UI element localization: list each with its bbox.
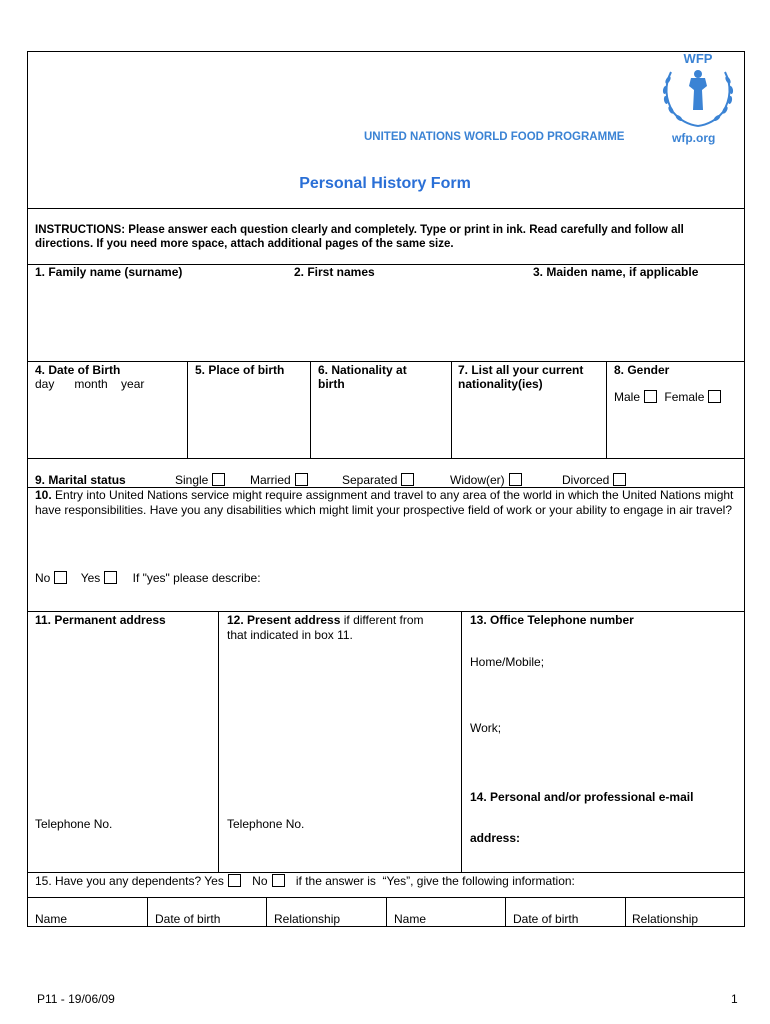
divider	[310, 361, 311, 458]
q15-yes-checkbox[interactable]	[228, 874, 241, 887]
email-label-2: address:	[470, 831, 521, 845]
q10-no-checkbox[interactable]	[54, 571, 67, 584]
q10-text	[35, 488, 741, 517]
svg-text:WFP: WFP	[683, 51, 713, 66]
divider	[147, 897, 148, 927]
wfp-logo	[655, 50, 741, 132]
nationality-at-birth-label-2: birth	[318, 377, 345, 391]
org-name: UNITED NATIONS WORLD FOOD PROGRAMME	[364, 131, 625, 143]
wreath-icon	[655, 50, 741, 132]
email-label: 14. Personal and/or professional e-mail	[470, 790, 694, 804]
divorced-label: Divorced	[562, 473, 610, 487]
dob-sublabel: day month year	[35, 377, 145, 391]
divorced-checkbox[interactable]	[613, 473, 626, 486]
marital-married	[250, 473, 308, 487]
divider	[625, 897, 626, 927]
marital-status-label: 9. Marital status	[35, 473, 126, 487]
q10-no-label: No	[35, 571, 51, 585]
page-number: 1	[731, 992, 738, 1006]
page-title: Personal History Form	[299, 175, 471, 192]
q15-instructions: if the answer is “Yes”, give the following information:	[295, 874, 575, 888]
divider	[27, 458, 745, 459]
dob-label: 4. Date of Birth	[35, 363, 121, 377]
divider	[27, 872, 745, 873]
male-checkbox[interactable]	[644, 390, 657, 403]
q10-number: 10.	[35, 488, 52, 502]
divider	[606, 361, 607, 458]
q10-describe-label: If "yes" please describe:	[132, 571, 261, 585]
divider	[266, 897, 267, 927]
dependents-col-dob-2: Date of birth	[513, 912, 579, 926]
present-address-label-2: that indicated in box 11.	[227, 628, 353, 642]
married-label: Married	[250, 473, 291, 487]
separated-checkbox[interactable]	[401, 473, 414, 486]
q10-question: Entry into United Nations service might require assignment and travel to any area of the world in which the United Nations might have responsibilities. Have you any disabilities which might limit your prospective field of work or your ability to engage in air travel?	[35, 488, 734, 517]
dependents-col-relationship: Relationship	[274, 912, 341, 926]
current-nationality-label: 7. List all your current	[458, 363, 584, 377]
family-name-label: 1. Family name (surname)	[35, 265, 183, 279]
q15-no-label: No	[252, 874, 268, 888]
permanent-address-label: 11. Permanent address	[35, 613, 166, 627]
q10-yes-label: Yes	[80, 571, 101, 585]
marital-single	[175, 473, 225, 487]
widow-label: Widow(er)	[450, 473, 505, 487]
q10-yes-checkbox[interactable]	[104, 571, 117, 584]
website-label: wfp.org	[672, 131, 716, 145]
place-of-birth-label: 5. Place of birth	[195, 363, 285, 377]
first-names-label: 2. First names	[294, 265, 375, 279]
home-mobile-label: Home/Mobile;	[470, 655, 545, 669]
widow-checkbox[interactable]	[509, 473, 522, 486]
nationality-at-birth-label: 6. Nationality at	[318, 363, 407, 377]
form-code: P11 - 19/06/09	[37, 992, 115, 1006]
divider	[27, 208, 745, 209]
work-label: Work;	[470, 721, 502, 735]
divider	[461, 611, 462, 872]
single-label: Single	[175, 473, 209, 487]
instructions: INSTRUCTIONS: Please answer each question clearly and completely. Type or print in ink. Read carefully and follow all directions. If you need more space, attach additional pages of the same size.	[35, 224, 684, 250]
q10-options	[35, 571, 261, 585]
marital-separated	[342, 473, 414, 487]
dependents-col-dob: Date of birth	[155, 912, 221, 926]
single-checkbox[interactable]	[212, 473, 225, 486]
divider	[27, 611, 745, 612]
married-checkbox[interactable]	[295, 473, 308, 486]
female-checkbox[interactable]	[708, 390, 721, 403]
male-label: Male	[614, 390, 641, 404]
marital-divorced	[562, 473, 626, 487]
maiden-name-label: 3. Maiden name, if applicable	[533, 265, 699, 279]
dependents-col-name-2: Name	[394, 912, 427, 926]
present-address-title: 12. Present address	[227, 613, 341, 627]
q15-question-text: 15. Have you any dependents? Yes	[35, 874, 224, 888]
present-telephone-label: Telephone No.	[227, 817, 305, 831]
female-label: Female	[664, 390, 705, 404]
divider	[27, 361, 745, 362]
divider	[218, 611, 219, 872]
q15-question	[35, 874, 575, 888]
gender-label: 8. Gender	[614, 363, 670, 377]
gender-options	[614, 390, 721, 404]
dependents-col-name: Name	[35, 912, 68, 926]
office-phone-label: 13. Office Telephone number	[470, 613, 634, 627]
q15-no-checkbox[interactable]	[272, 874, 285, 887]
dependents-col-relationship-2: Relationship	[632, 912, 699, 926]
divider	[386, 897, 387, 927]
frame-top	[27, 51, 745, 52]
divider	[505, 897, 506, 927]
divider	[187, 361, 188, 458]
permanent-telephone-label: Telephone No.	[35, 817, 113, 831]
separated-label: Separated	[342, 473, 398, 487]
current-nationality-label-2: nationality(ies)	[458, 377, 543, 391]
marital-widow	[450, 473, 522, 487]
present-address-label	[227, 613, 424, 627]
divider	[451, 361, 452, 458]
present-address-note: if different from	[340, 613, 424, 627]
